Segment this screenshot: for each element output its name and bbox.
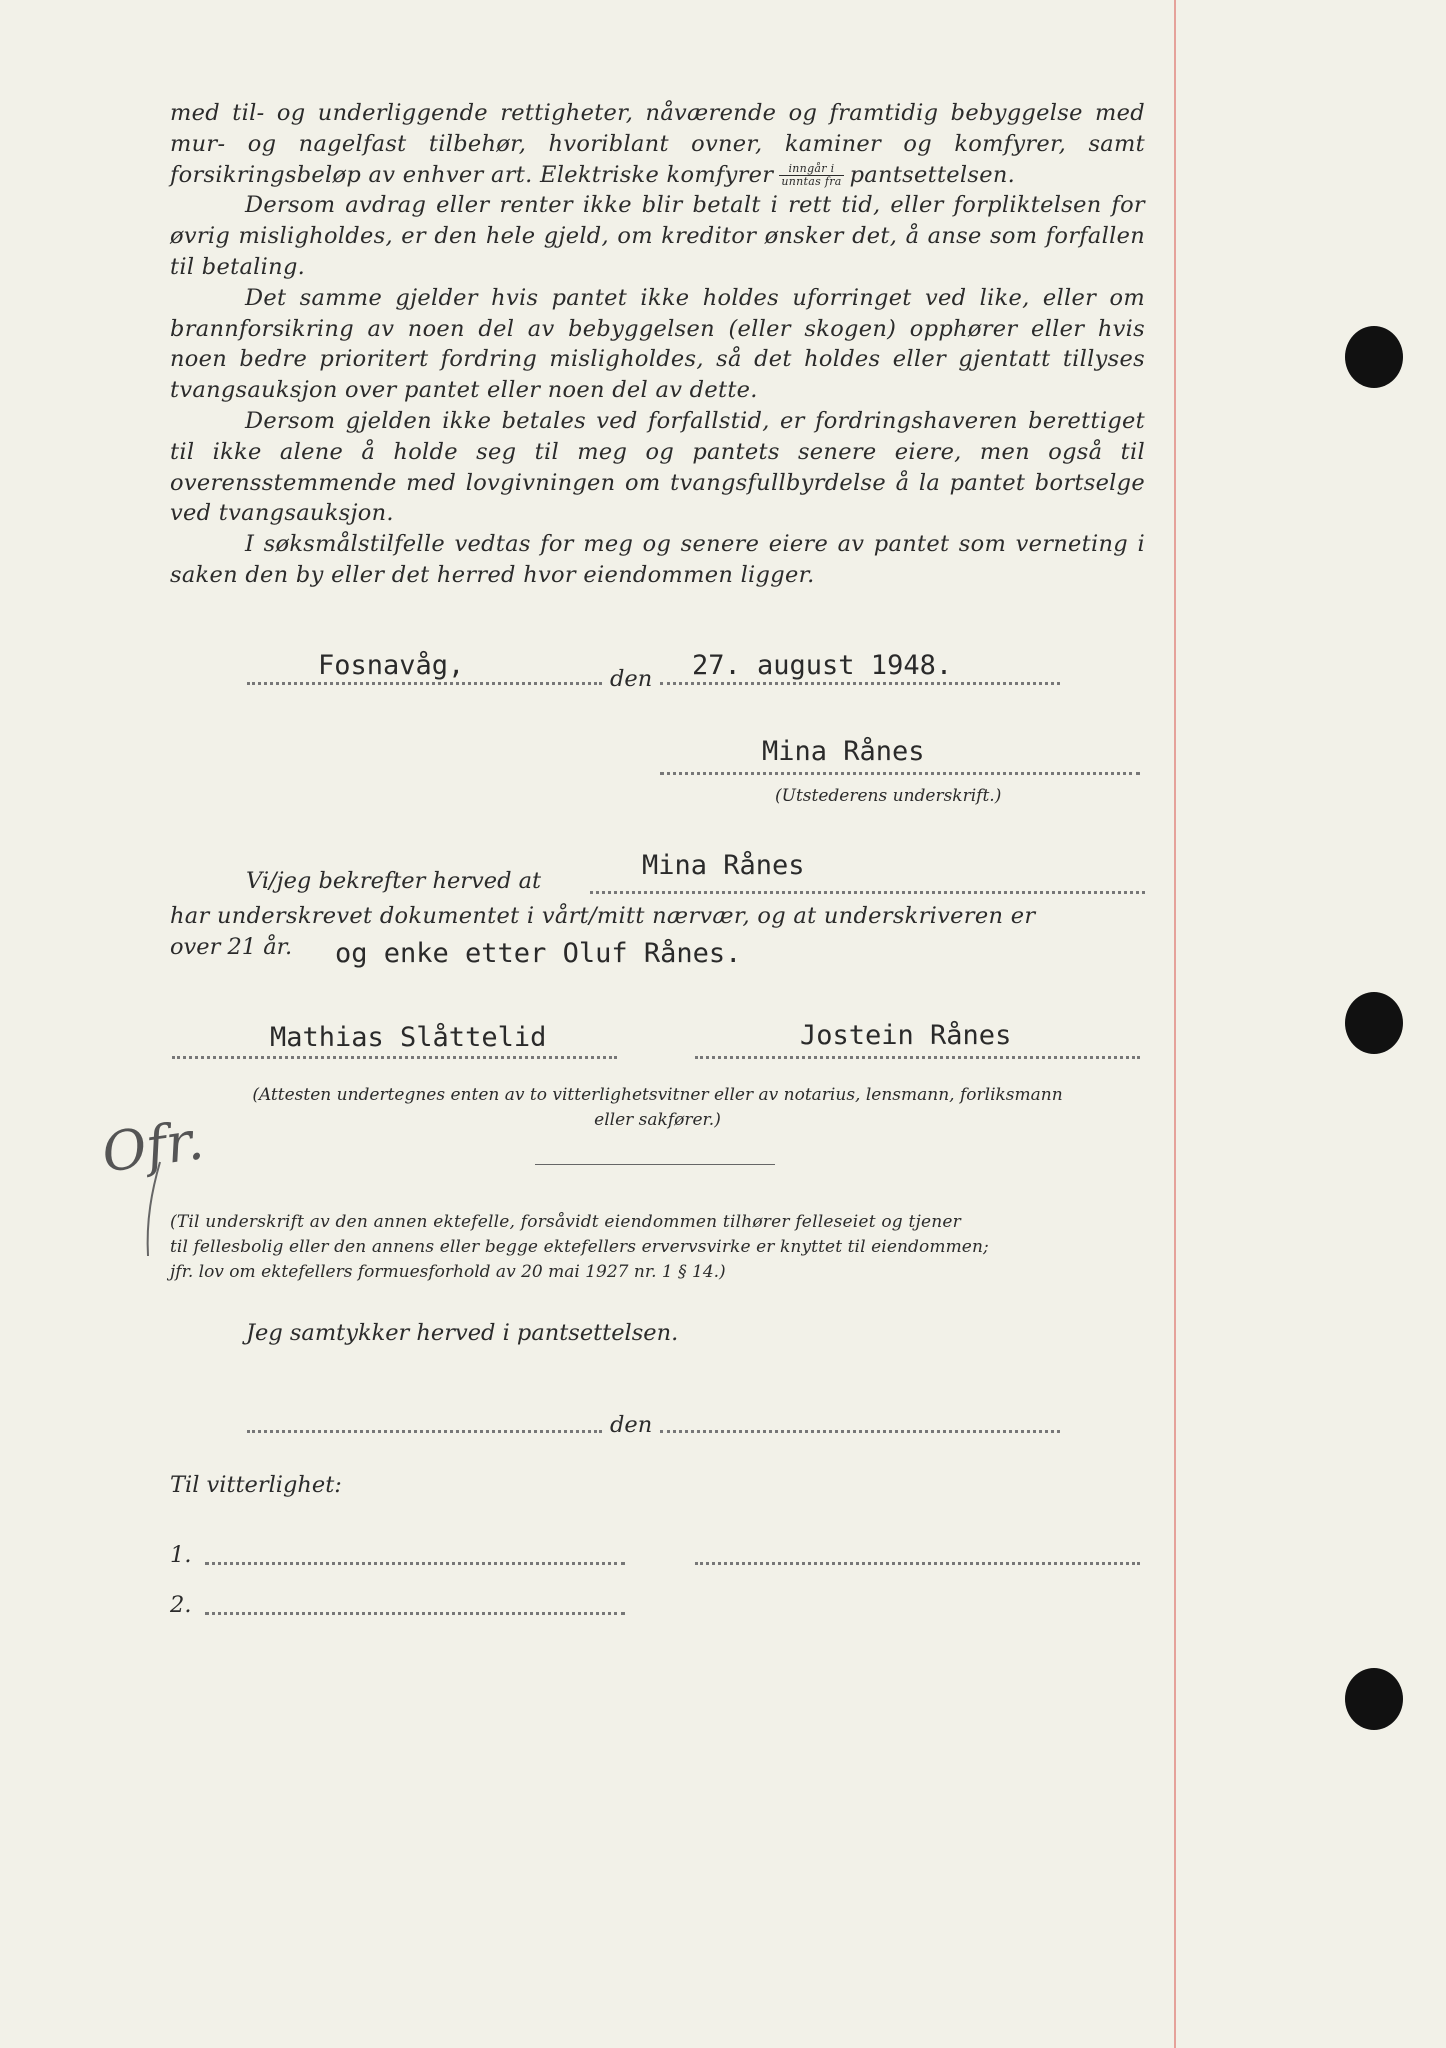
date-place: Fosnavåg,: [318, 650, 465, 681]
paragraph-rights: med til- og underliggende rettigheter, nåværende og framtidig bebyggelse med mur- og nagelfast tilbehør, hvoriblant ovner, kaminer og komfyrer, samt forsikringsbeløp av enhver art. Elektriske komfyrer $\frac{\text{inngår i}}{\text{unntas fra}}$ pantsettelsen.: [170, 100, 1145, 189]
date-value-dots: [660, 682, 1060, 685]
handwritten-initials: Ofr.: [98, 1108, 208, 1185]
witness-1-right-dots: [695, 1562, 1140, 1565]
margin-line: [1174, 0, 1176, 2048]
witness-1-left-dots: [205, 1562, 625, 1565]
confirmation-prefix: Vi/jeg bekrefter herved at: [246, 868, 542, 894]
consent-place-dots: [247, 1430, 602, 1433]
witness-right-dots: [695, 1056, 1140, 1059]
date-place-dots: [247, 682, 602, 685]
issuer-signature-caption: (Utstederens underskrift.): [775, 786, 1002, 806]
confirmation-dots: [590, 891, 1145, 894]
date-value: 27. august 1948.: [692, 650, 953, 681]
paragraph-maintenance: Det samme gjelder hvis pantet ikke holdes uforringet ved like, eller om brannforsikring av noen del av bebyggelsen (eller skogen) opphører eller hvis noen bedre prioritert fordring misligholdes, så det holdes eller gjentatt tillyses tvangsauksjon over pantet eller noen del av dette.: [170, 284, 1145, 404]
consent-text: Jeg samtykker herved i pantsettelsen.: [246, 1320, 679, 1346]
confirmation-line2: har underskrevet dokumentet i vårt/mitt nærvær, og at underskriveren er: [170, 903, 1036, 929]
confirmation-typed-addition: og enke etter Oluf Rånes.: [335, 938, 742, 969]
punch-hole: [1345, 326, 1403, 388]
issuer-signature-name: Mina Rånes: [762, 736, 925, 767]
spouse-note-line3: jfr. lov om ektefellers formuesforhold av 20 mai 1927 nr. 1 § 14.): [170, 1262, 726, 1282]
witness-2-left-dots: [205, 1612, 625, 1615]
spouse-note-line2: til fellesbolig eller den annens eller begge ektefellers ervervsvirke er knyttet til eiendommen;: [170, 1237, 989, 1257]
confirmation-line3: over 21 år.: [170, 934, 293, 960]
mortgage-terms: [170, 98, 1145, 591]
til-vitterlighet-label: Til vitterlighet:: [170, 1472, 342, 1498]
handwritten-stroke: [138, 1160, 168, 1260]
separator-line: [535, 1164, 775, 1165]
witness-left-name: Mathias Slåttelid: [270, 1022, 547, 1053]
consent-den-label: den: [610, 1412, 653, 1438]
witness-number-2: 2.: [170, 1592, 192, 1618]
paragraph-venue: I søksmålstilfelle vedtas for meg og senere eiere av pantet som verneting i saken den by eller det herred hvor eiendommen ligger.: [170, 531, 1145, 588]
confirmation-name: Mina Rånes: [642, 850, 805, 881]
consent-date-dots: [660, 1430, 1060, 1433]
paragraph-default: Dersom avdrag eller renter ikke blir betalt i rett tid, eller forpliktelsen for øvrig misligholdes, er den hele gjeld, om kreditor ønsker det, å anse som forfallen til betaling.: [170, 192, 1145, 280]
witness-right-name: Jostein Rånes: [800, 1020, 1012, 1051]
witness-note-line2: eller sakfører.): [594, 1110, 721, 1130]
witness-note-line1: (Attesten undertegnes enten av to vitterlighetsvitner eller av notarius, lensmann, forliksmann: [252, 1085, 1063, 1105]
paragraph-enforcement: Dersom gjelden ikke betales ved forfallstid, er fordringshaveren berettiget til ikke alene å holde seg til meg og pantets senere eiere, men også til overensstemmende med lovgivningen om tvangsfullbyrdelse å la pantet bortselge ved tvangsauksjon.: [170, 407, 1145, 527]
issuer-signature-dots: [660, 772, 1140, 775]
punch-hole: [1345, 1668, 1403, 1730]
spouse-note-line1: (Til underskrift av den annen ektefelle, forsåvidt eiendommen tilhører felleseiet og tjener: [170, 1212, 961, 1232]
fraction-choice: $\frac{\text{inngår i}}{\text{unntas fra}}$: [781, 162, 842, 189]
punch-hole: [1345, 992, 1403, 1054]
witness-number-1: 1.: [170, 1542, 192, 1568]
witness-left-dots: [172, 1056, 617, 1059]
date-den-label: den: [610, 666, 653, 692]
